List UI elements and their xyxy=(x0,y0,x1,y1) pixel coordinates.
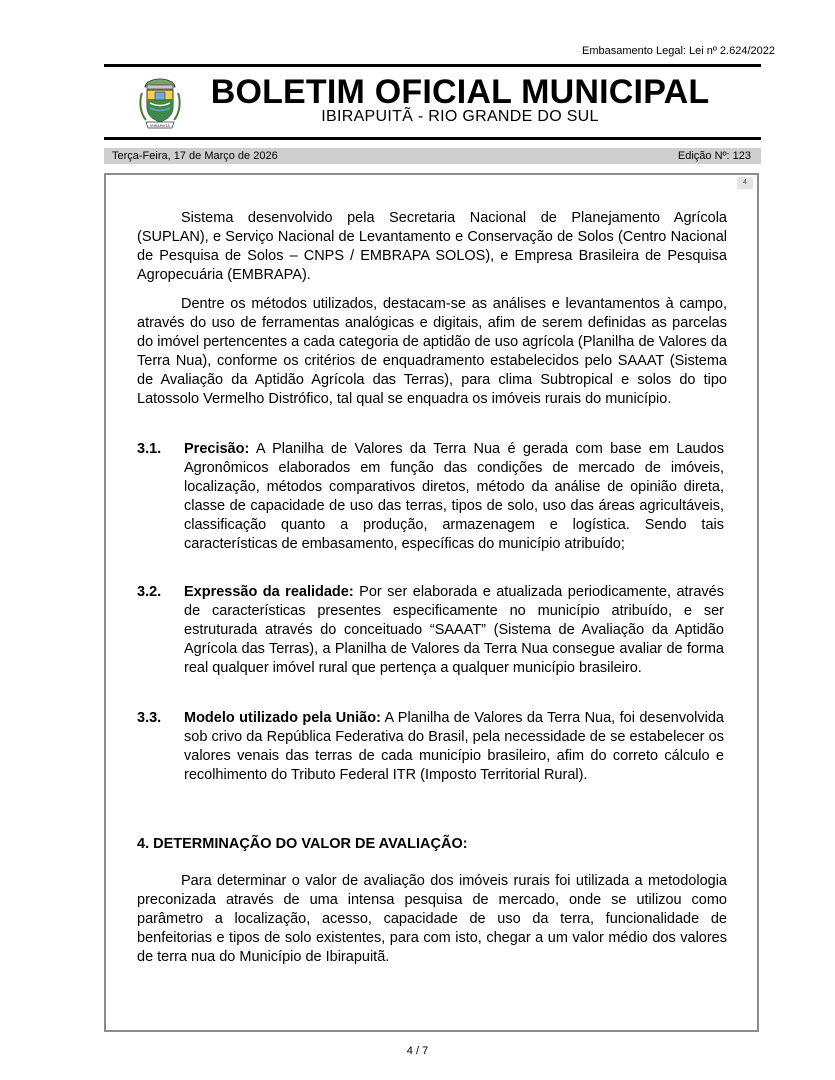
item-number: 3.1. xyxy=(137,441,162,457)
item-text: Expressão da realidade: Por ser elaborada e atualizada periodicamente, através de características presentes especificamente no município atribuído, e ser estruturada através do conceituado “SAAAT” (Sistema de Avaliação da Aptidão Agrícola das Terras), a Planilha de Valores da Terra Nua consegue avaliar de forma real qualquer imóvel rural que pertença a qualquer município brasileiro. xyxy=(184,584,724,676)
municipal-coat-of-arms-logo xyxy=(137,77,183,133)
section-4-heading: 4. DETERMINAÇÃO DO VALOR DE AVALIAÇÃO: xyxy=(137,836,468,852)
paragraph-determination: Para determinar o valor de avaliação dos imóveis rurais foi utilizada a metodologia preconizada através de uma intensa pesquisa de mercado, onde se utilizou como parâmetro a localização, acesso, capacidade de uso da terra, funcionalidade de benfeitorias e tipos de solo existentes, para com isto, chegar a um valor médio dos valores de terra nua do Município de Ibirapuitã. xyxy=(137,873,727,965)
paragraph-methods: Dentre os métodos utilizados, destacam-se as análises e levantamentos à campo, através do uso de ferramentas analógicas e digitais, afim de serem definidas as parcelas do imóvel pertencentes a cada categoria de aptidão de uso agrícola (Planilha de Valores da Terra Nua), conforme os critérios de enquadramento estabelecidos pelo SAAAT (Sistema de Avaliação da Aptidão Agrícola das Terras), para clima Subtropical e solos do tipo Latossolo Vermelho Distrófico, tal qual se enquadra os imóveis rurais do município. xyxy=(137,296,727,407)
item-text: Precisão: A Planilha de Valores da Terra Nua é gerada com base em Laudos Agronômicos elaborados em função das condições de mercado de imóveis, localização, métodos comparativos diretos, método da análise de opinião direta, classe de capacidade de uso das terras, tipos de solo, uso das áreas agricultáveis, classificação quanto a produção, armazenagem e logística. Sendo tais características de embasamento, específicas do município atribuído; xyxy=(184,441,724,552)
edition-number: Edição Nº: 123 xyxy=(677,150,751,162)
corner-page-number: 4 xyxy=(737,177,753,189)
item-term: Modelo utilizado pela União: xyxy=(184,710,381,726)
paragraph-suplan: Sistema desenvolvido pela Secretaria Nacional de Planejamento Agrícola (SUPLAN), e Serviço Nacional de Levantamento e Conservação de Solos (Centro Nacional de Pesquisa de Solos – CNPS / EMBRAPA SOLOS), e Empresa Brasileira de Pesquisa Agropecuária (EMBRAPA). xyxy=(137,210,727,283)
svg-text:IBIRAPUITÃ: IBIRAPUITÃ xyxy=(150,123,170,128)
item-term: Expressão da realidade: xyxy=(184,584,354,600)
item-number: 3.2. xyxy=(137,584,162,600)
item-text: Modelo utilizado pela União: A Planilha de Valores da Terra Nua, foi desenvolvida sob crivo da República Federativa do Brasil, pela necessidade de se estabelecer os valores venais das terras de cada município brasileiro, afim do correto cálculo e recolhimento do Tributo Federal ITR (Imposto Territorial Rural). xyxy=(184,710,724,783)
legal-basis: Embasamento Legal: Lei nº 2.624/2022 xyxy=(582,45,775,57)
page-footer-number: 4 / 7 xyxy=(406,1045,429,1057)
bulletin-title: BOLETIM OFICIAL MUNICIPAL xyxy=(210,73,710,111)
publication-date: Terça-Feira, 17 de Março de 2026 xyxy=(112,150,278,162)
item-term: Precisão: xyxy=(184,441,250,457)
header-bottom-rule xyxy=(104,137,761,140)
bulletin-subtitle: IBIRAPUITÃ - RIO GRANDE DO SUL xyxy=(321,108,599,125)
header-top-rule xyxy=(104,64,761,67)
date-edition-bar xyxy=(104,148,761,164)
item-number: 3.3. xyxy=(137,710,162,726)
